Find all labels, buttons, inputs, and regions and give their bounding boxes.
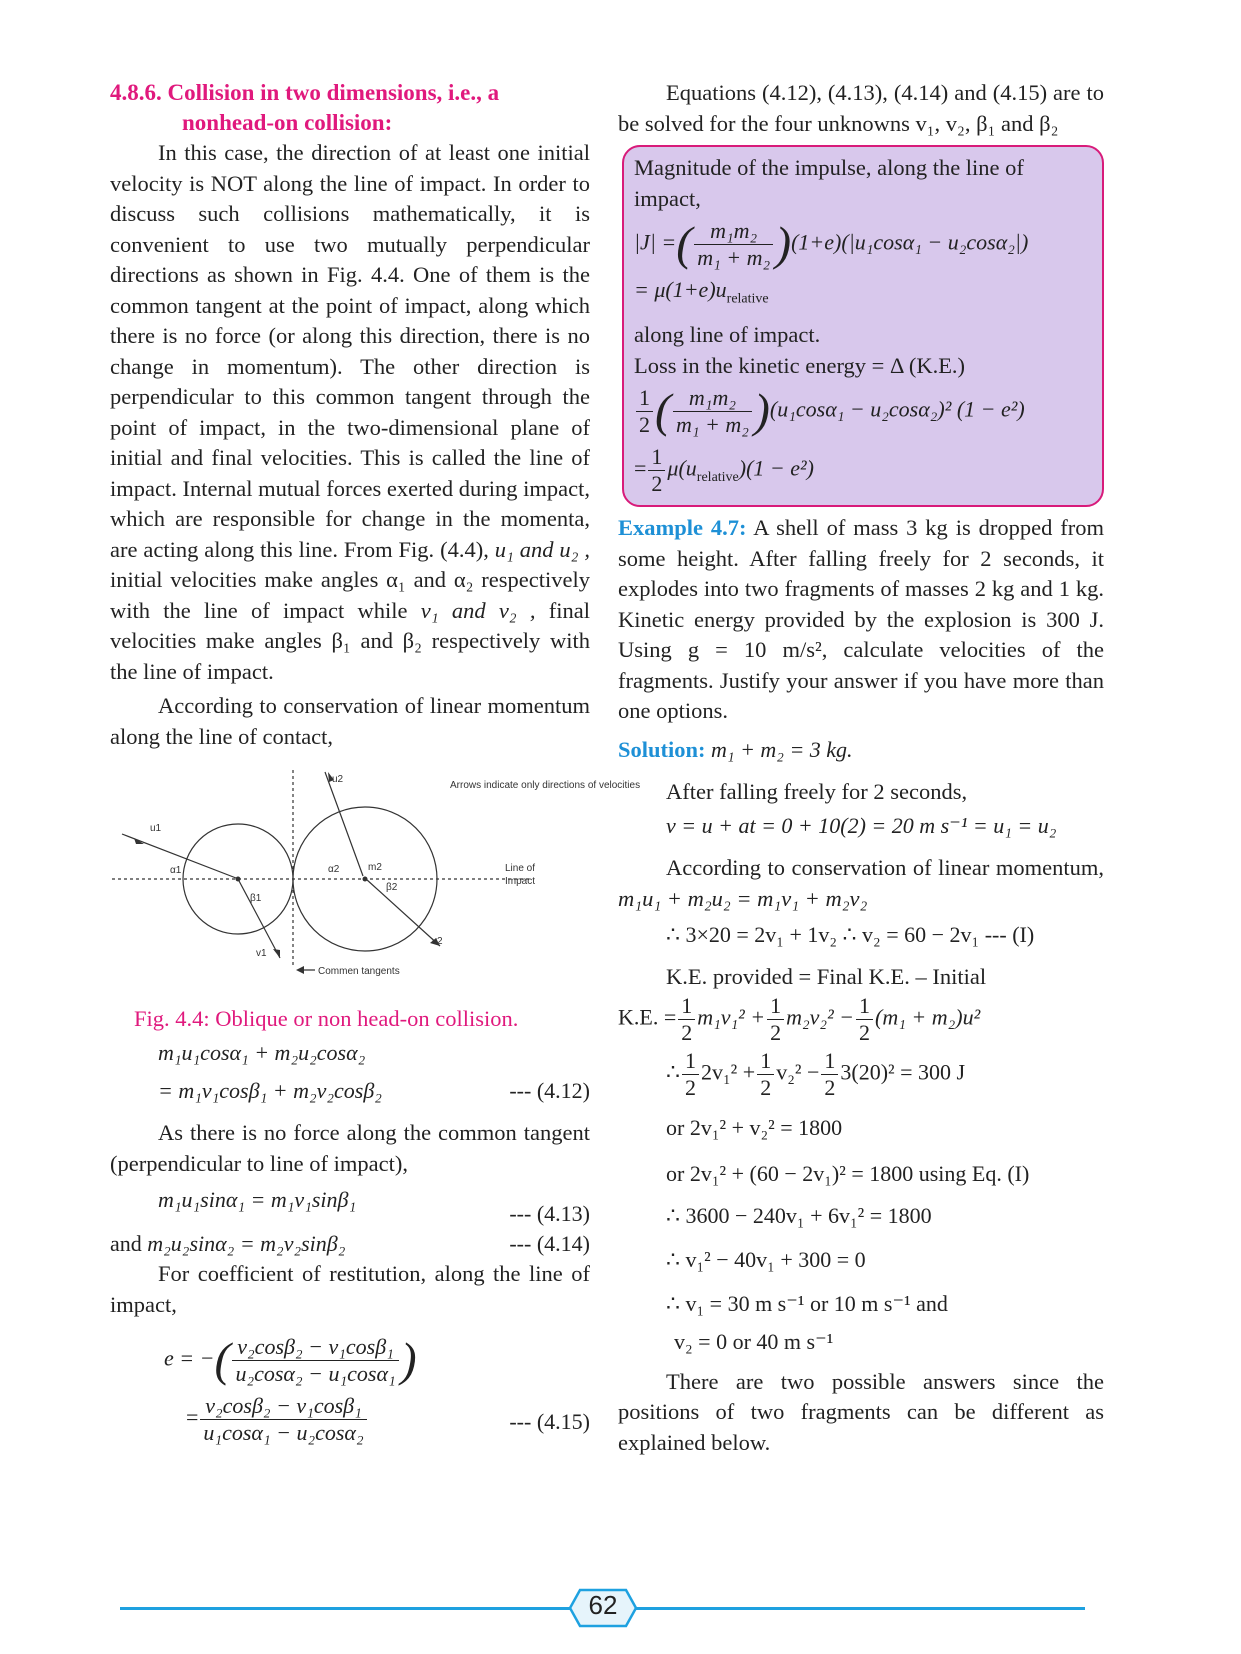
s6-lhs: K.E. = bbox=[618, 1004, 677, 1030]
box-ke-paren-close: ) bbox=[753, 384, 770, 438]
box-ke-mu-b: )(1 − e²) bbox=[738, 455, 814, 481]
box-ke-mu-half-d: 2 bbox=[651, 471, 663, 497]
fig-b1: β1 bbox=[250, 893, 262, 904]
box-line4: along line of impact. bbox=[634, 322, 821, 348]
s7-a: ∴ bbox=[666, 1059, 680, 1085]
box-j-paren-close: ) bbox=[775, 217, 792, 271]
eq-4-15 bbox=[110, 1393, 590, 1446]
box-j-rhs: (1+e)(|u₁cosα₁ − u₂cosα₂|) bbox=[791, 229, 1029, 255]
fig-line-of: Line of bbox=[505, 863, 536, 874]
box-impulse-eq bbox=[634, 218, 1094, 271]
box-ke-num: m₁m₂ bbox=[673, 385, 752, 412]
eq-4-14-expr: m₂u₂sinα₂ = m₂v₂sinβ₂ bbox=[147, 1231, 346, 1256]
eq-4-12-line2 bbox=[110, 1076, 590, 1106]
e-paren-open: ( bbox=[214, 1333, 231, 1387]
s6-frac-c-d: 2 bbox=[859, 1019, 871, 1045]
s7-b: 2v₁² + bbox=[701, 1059, 756, 1085]
s6-term-b: m₂v₂² − bbox=[786, 1004, 855, 1030]
box-ke-fraction bbox=[673, 385, 752, 438]
s7-frac-c bbox=[821, 1048, 838, 1101]
e-lhs: e = − bbox=[164, 1345, 215, 1371]
section-heading bbox=[110, 78, 590, 138]
s7-frac-b bbox=[757, 1048, 774, 1101]
vector-u-label: u₁ and u₂ , bbox=[494, 536, 591, 562]
s6-frac-c bbox=[856, 993, 873, 1046]
eq-4-13 bbox=[110, 1185, 590, 1226]
box-mu-eq bbox=[634, 275, 1094, 314]
paragraph-intro bbox=[110, 138, 590, 687]
s7-frac-b-d: 2 bbox=[760, 1074, 772, 1100]
u2-arrow bbox=[325, 772, 363, 876]
collision-figure bbox=[110, 766, 641, 996]
e2-equals: = bbox=[186, 1404, 199, 1430]
e2-fraction bbox=[200, 1393, 366, 1446]
solution-step1: After falling freely for 2 seconds, bbox=[666, 778, 968, 804]
box-ke-eq bbox=[634, 385, 1094, 438]
s6-term-c: (m₁ + m₂)u² bbox=[875, 1004, 981, 1030]
solution-step3-eq: m₁u₁ + m₂u₂ = m₁v₁ + m₂v₂ bbox=[618, 885, 868, 911]
fig-u1: u1 bbox=[150, 823, 162, 834]
paragraph-tangent: As there is no force along the common tangent (perpendicular to line of impact), bbox=[110, 1120, 590, 1176]
eq-4-13-expr: m₁u₁sinα₁ = m₁v₁sinβ₁ bbox=[158, 1187, 357, 1212]
s6-frac-b-d: 2 bbox=[770, 1019, 782, 1045]
v1-arrow bbox=[238, 879, 280, 958]
s6-frac-a bbox=[678, 993, 695, 1046]
solution-line bbox=[618, 735, 1104, 765]
solution-step13: v₂ = 0 or 40 m s⁻¹ bbox=[674, 1328, 834, 1354]
s6-term-a: m₁v₁² + bbox=[697, 1004, 766, 1030]
solution-step4: ∴ 3×20 = 2v₁ + 1v₂ ∴ v₂ = 60 − 2v₁ --- (I) bbox=[666, 922, 1035, 948]
box-line1: Magnitude of the impulse, along the line of impact, bbox=[634, 155, 1024, 211]
box-line5: Loss in the kinetic energy = Δ (K.E.) bbox=[634, 352, 966, 378]
fig-v2: v2 bbox=[432, 936, 443, 947]
box-ke-mu-eq bbox=[634, 444, 1094, 497]
box-j-den: m₁ + m₂ bbox=[697, 245, 771, 270]
page-number: 62 bbox=[588, 1590, 618, 1620]
solution-step9: or 2v₁² + (60 − 2v₁)² = 1800 using Eq. (I) bbox=[666, 1160, 1030, 1186]
s6-frac-b-n: 1 bbox=[767, 993, 784, 1020]
paragraph-equations: Equations (4.12), (4.13), (4.14) and (4.15) are to be solved for the four unknowns v₁, v₂, β₁ and β₂ bbox=[618, 80, 1104, 136]
solution-step5: K.E. provided = Final K.E. – Initial bbox=[666, 964, 987, 990]
solution-step11: ∴ v₁² − 40v₁ + 300 = 0 bbox=[666, 1246, 866, 1272]
heading-line1: 4.8.6. Collision in two dimensions, i.e., a bbox=[110, 80, 500, 105]
box-j-num: m₁m₂ bbox=[694, 218, 773, 245]
solution-step7 bbox=[618, 1048, 1104, 1101]
s6-frac-b bbox=[767, 993, 784, 1046]
solution-label: Solution: bbox=[618, 736, 706, 762]
intro-text-a: In this case, the direction of at least one initial velocity is NOT along the line of impact. In order to discuss such collisions mathematically, it is convenient to use two mutually perpendicular directions as shown in Fig. 4.4. One of them is the common tangent at the point of impact, along which there is no force (or along this direction, there is no change in momentum). The other direction is perpendicular to this common tangent through the point of impact, in the two-dimensional plane of initial and final velocities. This is called the line of impact. Internal mutual forces exerted during impact, which are responsible for change in the momenta, are acting along this line. From Fig. (4.4), bbox=[110, 140, 590, 562]
s7-c: v₂² − bbox=[776, 1059, 820, 1085]
eq-4-12-expr: = m₁v₁cosβ₁ + m₂v₂cosβ₂ bbox=[158, 1078, 382, 1103]
box-j-fraction bbox=[694, 218, 773, 271]
box-ke-mu-equals: = bbox=[634, 455, 647, 481]
e-fraction bbox=[232, 1334, 398, 1387]
s7-frac-c-d: 2 bbox=[824, 1074, 836, 1100]
s7-d: 3(20)² = 300 J bbox=[840, 1059, 966, 1085]
box-mu-expr: = μ(1+e)u bbox=[634, 277, 727, 302]
s7-frac-a-d: 2 bbox=[685, 1074, 696, 1100]
box-ke-half bbox=[636, 385, 653, 438]
solution-step12: ∴ v₁ = 30 m s⁻¹ or 10 m s⁻¹ and bbox=[666, 1290, 948, 1316]
left-column bbox=[110, 78, 641, 1446]
box-ke-paren-open: ( bbox=[655, 384, 671, 438]
e2-fraction-den: u₁cosα₁ − u₂cosα₂ bbox=[203, 1420, 364, 1445]
eq-4-12-number: --- (4.12) bbox=[509, 1078, 590, 1103]
ball-1-center bbox=[236, 877, 241, 882]
fig-a2: α2 bbox=[328, 864, 340, 875]
s7-frac-a-n: 1 bbox=[682, 1048, 699, 1075]
figure-caption: Fig. 4.4: Oblique or non head-on collision. bbox=[134, 1006, 519, 1031]
s7-frac-a bbox=[682, 1048, 699, 1101]
example-paragraph bbox=[618, 513, 1104, 727]
example-label: Example 4.7: bbox=[618, 515, 747, 541]
fig-impact: Impact bbox=[505, 876, 536, 887]
tangent-pointer-head bbox=[296, 966, 304, 974]
e2-fraction-num: v₂cosβ₂ − v₁cosβ₁ bbox=[200, 1393, 366, 1420]
eq-4-15-number: --- (4.15) bbox=[509, 1409, 590, 1434]
s6-frac-a-d: 2 bbox=[681, 1019, 693, 1045]
eq-4-14-and: and bbox=[110, 1231, 142, 1256]
box-j-paren-open: ( bbox=[676, 217, 693, 271]
s6-frac-c-n: 1 bbox=[856, 993, 873, 1020]
fig-note-text bbox=[450, 780, 640, 791]
box-ke-half-d: 2 bbox=[639, 412, 650, 438]
box-ke-mu-half bbox=[648, 444, 665, 497]
solution-step3 bbox=[618, 853, 1104, 914]
box-ke-mu-sub: relative bbox=[696, 470, 739, 486]
fig-note: Arrows indicate only directions of velocities bbox=[450, 780, 641, 791]
solution-eq: m₁ + m₂ = 3 kg. bbox=[711, 736, 853, 762]
fig-u2: u2 bbox=[332, 774, 344, 785]
vector-v-label: v₁ and v₂ , bbox=[420, 597, 536, 623]
ball-2-center bbox=[363, 877, 368, 882]
box-ke-mu-a: μ(u bbox=[667, 455, 697, 481]
right-column bbox=[618, 78, 1104, 1458]
s6-frac-a-n: 1 bbox=[678, 993, 695, 1020]
box-ke-half-n: 1 bbox=[636, 385, 653, 412]
heading-line2: nonhead-on collision: bbox=[182, 110, 393, 135]
fig-tangents: Commen tangents bbox=[318, 966, 400, 977]
eq-4-14 bbox=[110, 1229, 590, 1259]
impulse-box bbox=[622, 145, 1104, 507]
fig-a1: α1 bbox=[170, 865, 182, 876]
intro-text-b: initial velocities make angles α₁ and α₂ respectively with the line of impact while bbox=[110, 567, 590, 623]
e-paren-close: ) bbox=[400, 1333, 417, 1387]
solution-conclusion: There are two possible answers since the positions of two fragments can be different as explained below. bbox=[618, 1368, 1104, 1455]
e-fraction-den: u₂cosα₂ − u₁cosα₁ bbox=[235, 1361, 396, 1386]
u1-arrowhead bbox=[134, 838, 144, 844]
e-fraction-num: v₂cosβ₂ − v₁cosβ₁ bbox=[232, 1334, 398, 1361]
box-mu-sub: relative bbox=[726, 291, 769, 307]
box-ke-den: m₁ + m₂ bbox=[675, 412, 749, 438]
eq-4-13-number: --- (4.13) bbox=[509, 1201, 590, 1226]
eq-e-definition bbox=[110, 1334, 590, 1387]
s7-frac-c-n: 1 bbox=[821, 1048, 838, 1075]
fig-m2: m2 bbox=[368, 862, 382, 873]
box-ke-rhs: (u₁cosα₁ − u₂cosα₂)² (1 − e²) bbox=[769, 396, 1025, 422]
paragraph-restitution: For coefficient of restitution, along the line of impact, bbox=[110, 1261, 590, 1317]
page-footer bbox=[120, 1590, 1085, 1621]
solution-step6 bbox=[618, 993, 1104, 1046]
box-ke-mu-half-n: 1 bbox=[648, 444, 665, 471]
solution-step10: ∴ 3600 − 240v₁ + 6v₁² = 1800 bbox=[666, 1202, 932, 1228]
fig-b2: β2 bbox=[386, 882, 398, 893]
paragraph-momentum: According to conservation of linear momentum along the line of contact, bbox=[110, 693, 590, 749]
s7-frac-b-n: 1 bbox=[757, 1048, 774, 1075]
solution-step8: or 2v₁² + v₂² = 1800 bbox=[666, 1114, 843, 1140]
eq-4-14-number: --- (4.14) bbox=[509, 1231, 590, 1256]
intro-text-c: final velocities make angles β₁ and β₂ respectively with the line of impact. bbox=[110, 597, 591, 684]
fig-v1: v1 bbox=[256, 948, 267, 959]
solution-step3-text: According to conservation of linear momentum, bbox=[666, 855, 1104, 881]
box-j-lhs: |J| = bbox=[634, 229, 677, 255]
solution-step2: v = u + at = 0 + 10(2) = 20 m s⁻¹ = u₁ = u₂ bbox=[666, 813, 1057, 839]
example-text: A shell of mass 3 kg is dropped from some height. After falling freely for 2 seconds, it explodes into two fragments of masses 2 kg and 1 kg. Kinetic energy provided by the explosion is 300 J. Using g = 10 m/s², calculate velocities of the fragments. Justify your answer if you have more than one options. bbox=[618, 515, 1105, 724]
eq-4-12-line1: m₁u₁cosα₁ + m₂u₂cosα₂ bbox=[158, 1040, 366, 1065]
